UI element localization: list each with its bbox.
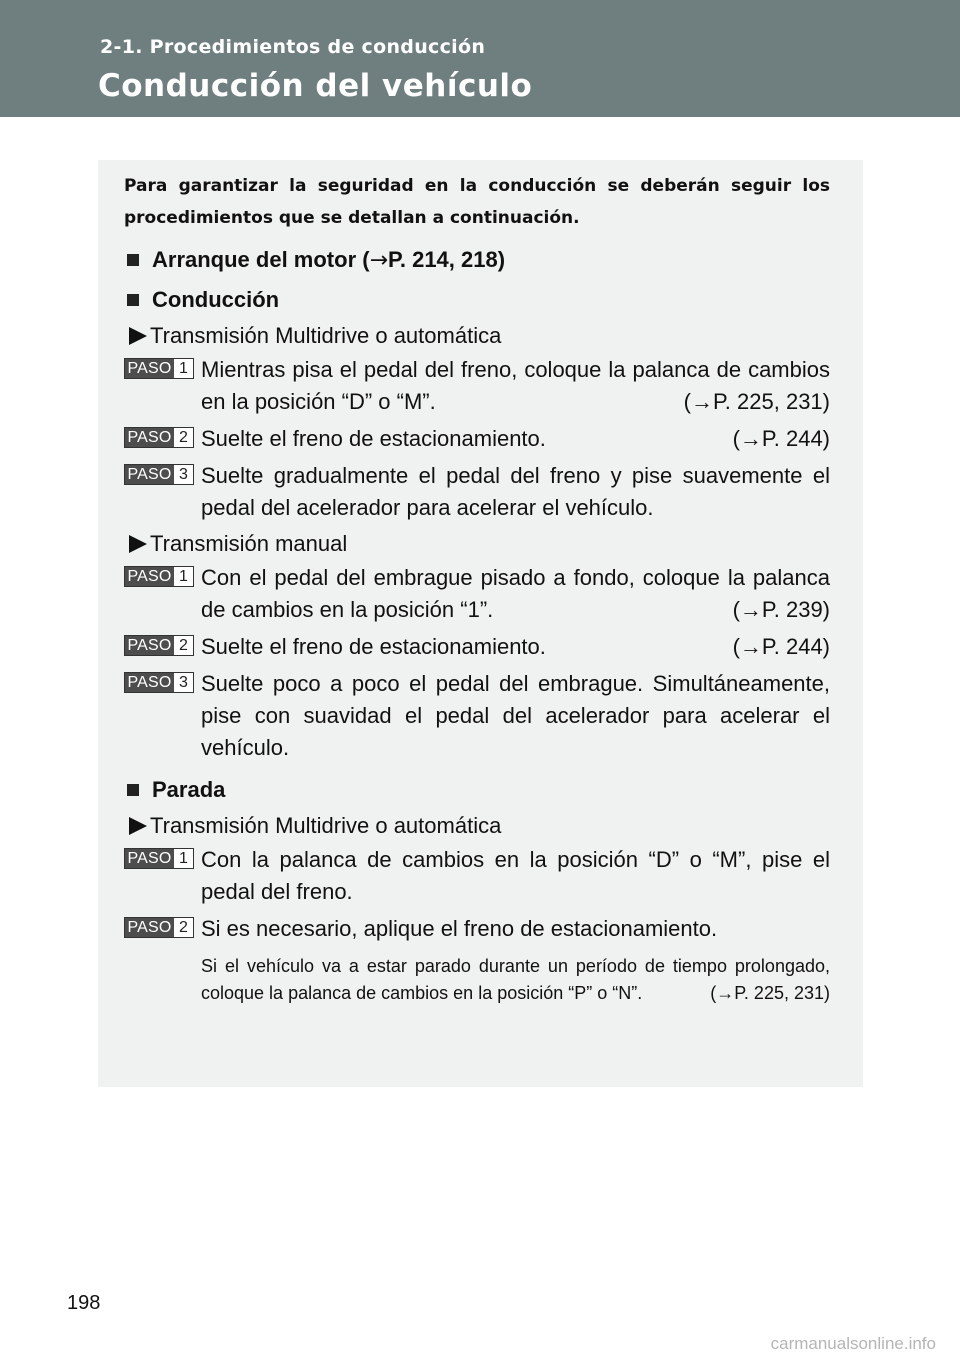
step-badge-word: PASO [125,918,174,937]
triangle-bullet-icon [129,535,147,553]
subheading-manual-transmission [124,530,830,558]
step-instruction: Suelte el freno de estacionamiento. [201,426,546,451]
page-reference: (→P. 244) [732,634,830,659]
step-item [124,631,830,663]
step-badge [124,358,194,379]
step-badge-word: PASO [125,673,174,692]
step-text [201,631,830,663]
step-instruction: Mientras pisa el pedal del freno, coloque la palanca de cambios en la posición “D” o “M”. [201,357,830,414]
step-badge-number: 2 [174,918,193,937]
page-reference: P. 214, 218) [388,247,506,272]
page-number: 198 [67,1292,101,1314]
step-text [201,844,830,908]
page-reference: (→P. 239) [732,597,830,622]
square-bullet-icon [127,254,139,266]
step-badge [124,464,194,485]
section-heading-driving [124,286,830,314]
step-instruction: Suelte poco a poco el pedal del embrague. Simultáneamente, pise con suavidad el pedal del acelerador para acelerar el vehículo. [201,671,830,760]
step-badge-number: 1 [174,849,193,868]
triangle-bullet-icon [129,817,147,835]
page-reference: (→P. 225, 231) [683,389,830,414]
step-badge-number: 1 [174,359,193,378]
step-item [124,844,830,908]
section-title: Parada [152,777,226,802]
page-title: Conducción del vehículo [98,68,533,104]
section-heading-engine-start [124,246,830,274]
step-instruction: Suelte el freno de estacionamiento. [201,634,546,659]
section-heading-stopping [124,776,830,804]
page-reference: (→P. 244) [732,426,830,451]
note-body: Si el vehículo va a estar parado durante un período de tiempo prolongado, coloque la palanca de cambios en la posición “P” o “N”. [201,956,830,1003]
step-badge [124,566,194,587]
subheading-label: Transmisión Multidrive o automática [150,813,502,838]
subheading-automatic-transmission [124,812,830,840]
page-reference: (→P. 225, 231) [710,983,830,1003]
step-badge [124,848,194,869]
step-badge-number: 2 [174,428,193,447]
step-badge-number: 3 [174,465,193,484]
triangle-bullet-icon [129,327,147,345]
section-label: 2-1. Procedimientos de conducción [100,36,486,58]
step-instruction: Con la palanca de cambios en la posición “D” o “M”, pise el pedal del freno. [201,847,830,904]
note-text [201,953,830,1007]
square-bullet-icon [127,784,139,796]
step-item [124,460,830,524]
step-badge [124,672,194,693]
step-text [201,460,830,524]
step-badge-word: PASO [125,849,174,868]
step-item [124,562,830,626]
chapter-header [0,0,960,117]
watermark: carmanualsonline.info [770,1334,936,1353]
step-text [201,668,830,764]
step-badge [124,427,194,448]
step-badge-word: PASO [125,465,174,484]
intro-text: Para garantizar la seguridad en la conducción se deberán seguir los procedimientos que se detallan a continuación. [124,176,830,228]
step-item [124,423,830,455]
section-title: Arranque del motor ( [152,247,370,272]
step-text [201,354,830,418]
step-item [124,913,830,945]
step-instruction: Suelte gradualmente el pedal del freno y pise suavemente el pedal del acelerador para acelerar el vehículo. [201,463,830,520]
content [124,170,830,1007]
step-badge-word: PASO [125,428,174,447]
step-badge-word: PASO [125,567,174,586]
square-bullet-icon [127,294,139,306]
section-title: Conducción [152,287,280,312]
right-arrow-icon: → [369,247,389,273]
step-badge-number: 2 [174,636,193,655]
step-badge-number: 3 [174,673,193,692]
step-badge [124,917,194,938]
step-item [124,668,830,764]
step-item [124,354,830,418]
step-badge [124,635,194,656]
subheading-label: Transmisión manual [150,531,348,556]
step-text [201,562,830,626]
step-badge-word: PASO [125,636,174,655]
step-instruction: Si es necesario, aplique el freno de estacionamiento. [201,916,718,941]
step-badge-number: 1 [174,567,193,586]
step-instruction: Con el pedal del embrague pisado a fondo, coloque la palanca de cambios en la posición “1”. [201,565,830,622]
step-text [201,913,830,945]
step-text [201,423,830,455]
subheading-label: Transmisión Multidrive o automática [150,323,502,348]
subheading-automatic-transmission [124,322,830,350]
step-badge-word: PASO [125,359,174,378]
